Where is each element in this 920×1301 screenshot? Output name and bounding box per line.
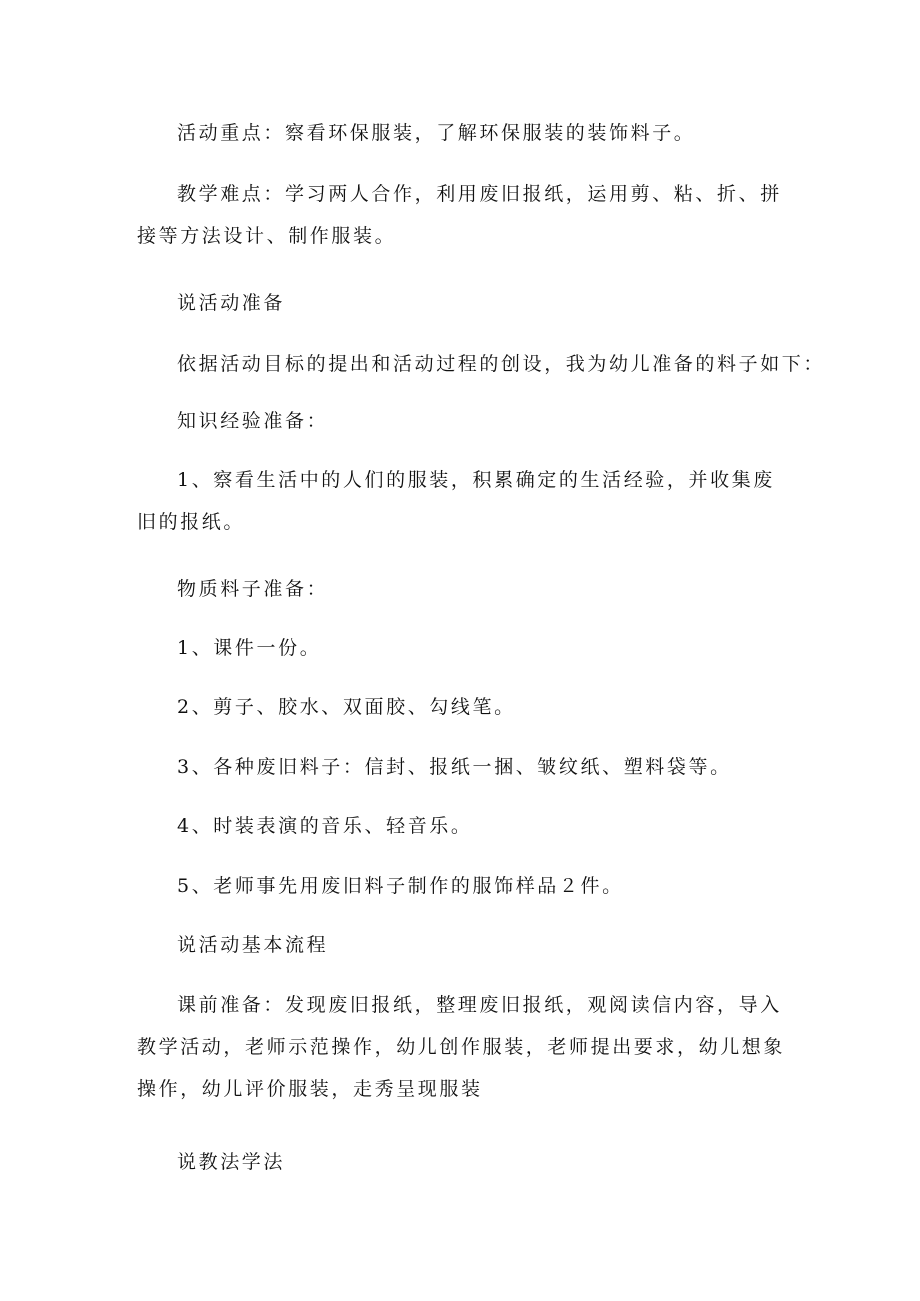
process-paragraph: 课前准备：发现废旧报纸，整理废旧报纸，观阅读信内容，导入教学活动，老师示范操作，幼儿创作服装，老师提出要求，幼儿想象操作，幼儿评价服装，走秀呈现服装 bbox=[137, 994, 786, 1100]
material-item: 4、时装表演的音乐、轻音乐。 bbox=[177, 815, 473, 837]
material-item: 1、课件一份。 bbox=[177, 637, 322, 659]
methods-heading: 说教法学法 bbox=[177, 1151, 286, 1173]
material-heading: 物质料子准备： bbox=[177, 578, 329, 600]
material-item: 3、各种废旧料子：信封、报纸一捆、皱纹纸、塑料袋等。 bbox=[177, 756, 732, 778]
prep-intro-paragraph: 依据活动目标的提出和活动过程的创设，我为幼儿准备的料子如下： bbox=[177, 353, 826, 375]
material-item: 5、老师事先用废旧料子制作的服饰样品２件。 bbox=[177, 875, 624, 897]
difficulty-paragraph: 教学难点：学习两人合作，利用废旧报纸，运用剪、粘、折、拼接等方法设计、制作服装。 bbox=[137, 183, 782, 247]
key-points-paragraph: 活动重点：察看环保服装，了解环保服装的装饰料子。 bbox=[177, 122, 696, 144]
prep-heading: 说活动准备 bbox=[177, 292, 286, 314]
knowledge-item-1: 1、察看生活中的人们的服装，积累确定的生活经验，并收集废旧的报纸。 bbox=[137, 469, 775, 533]
material-item: 2、剪子、胶水、双面胶、勾线笔。 bbox=[177, 696, 516, 718]
process-heading: 说活动基本流程 bbox=[177, 934, 329, 956]
knowledge-heading: 知识经验准备： bbox=[177, 410, 329, 432]
